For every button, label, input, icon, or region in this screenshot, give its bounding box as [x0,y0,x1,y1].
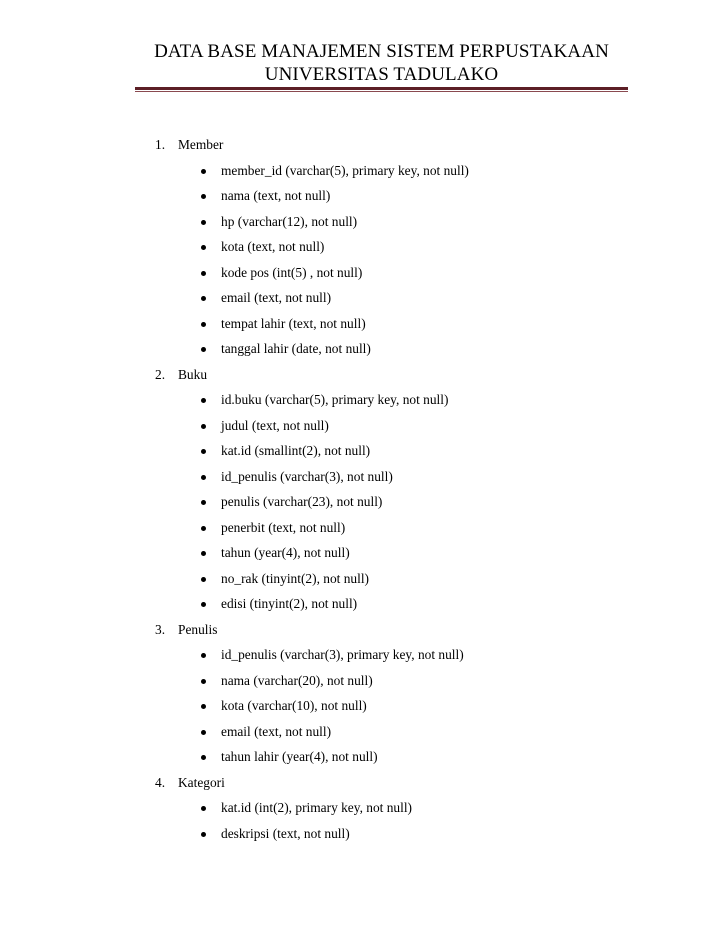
field-text: kota (text, not null) [221,239,325,254]
field-item [155,237,675,263]
bullet-icon [201,322,206,327]
field-item [155,492,675,518]
field-item [155,186,675,212]
section-name: Member [178,137,224,152]
field-text: edisi (tinyint(2), not null) [221,596,358,611]
section-name: Penulis [178,621,218,637]
field-item [155,722,675,748]
field-text: kat.id (int(2), primary key, not null) [221,800,413,815]
bullet-icon [201,653,206,658]
bullet-icon [201,449,206,454]
section-number: 4. [155,774,166,790]
field-item [155,467,675,493]
field-text: id.buku (varchar(5), primary key, not null) [221,392,449,407]
field-text: no_rak (tinyint(2), not null) [221,570,370,586]
document-title-line2: UNIVERSITAS TADULAKO [264,64,499,85]
field-text: email (text, not null) [221,290,332,305]
document-header [135,40,628,86]
document-title-line1: DATA BASE MANAJEMEN SISTEM PERPUSTAKAAN [154,41,609,62]
field-text: penulis (varchar(23), not null) [221,494,383,509]
field-item [155,416,675,442]
bullet-icon [201,271,206,276]
header-rule-thin [135,91,628,92]
field-text: tahun (year(4), not null) [221,545,350,560]
field-item [155,543,675,569]
field-text: email (text, not null) [221,723,332,739]
bullet-icon [201,755,206,760]
bullet-icon [201,424,206,429]
bullet-icon [201,577,206,582]
section-number: 3. [155,621,166,637]
bullet-icon [201,347,206,352]
field-text: tanggal lahir (date, not null) [221,341,371,356]
bullet-icon [201,602,206,607]
field-item [155,594,675,620]
section-name: Buku [178,366,208,382]
section-title [155,620,675,646]
field-item [155,824,675,850]
bullet-icon [201,806,206,811]
section-number: 1. [155,137,166,152]
field-text: deskripsi (text, not null) [221,825,350,841]
field-text: hp (varchar(12), not null) [221,213,358,229]
bullet-icon [201,526,206,531]
field-item [155,339,675,365]
field-item [155,263,675,289]
bullet-icon [201,704,206,709]
field-item [155,518,675,544]
bullet-icon [201,169,206,174]
field-text: penerbit (text, not null) [221,519,346,535]
bullet-icon [201,398,206,403]
field-text: id_penulis (varchar(3), primary key, not null) [221,647,464,662]
section-name: Kategori [178,774,225,790]
section-title [155,135,675,161]
field-text: judul (text, not null) [221,417,329,433]
field-item [155,212,675,238]
bullet-icon [201,730,206,735]
section-title [155,365,675,391]
bullet-icon [201,475,206,480]
bullet-icon [201,500,206,505]
bullet-icon [201,832,206,837]
bullet-icon [201,245,206,250]
bullet-icon [201,551,206,556]
field-text: kat.id (smallint(2), not null) [221,443,371,458]
field-item [155,645,675,671]
header-rule-thick [135,87,628,90]
field-item [155,161,675,187]
field-text: tahun lahir (year(4), not null) [221,749,378,764]
table-list [155,135,675,849]
bullet-icon [201,194,206,199]
field-item [155,569,675,595]
field-item [155,314,675,340]
bullet-icon [201,296,206,301]
field-item [155,288,675,314]
field-text: tempat lahir (text, not null) [221,315,366,331]
field-item [155,798,675,824]
field-item [155,390,675,416]
bullet-icon [201,679,206,684]
field-text: kota (varchar(10), not null) [221,698,367,713]
field-item [155,696,675,722]
section-number: 2. [155,366,166,382]
field-text: nama (text, not null) [221,188,331,203]
field-item [155,747,675,773]
field-text: nama (varchar(20), not null) [221,672,373,688]
section-title [155,773,675,799]
field-text: id_penulis (varchar(3), not null) [221,468,393,484]
field-text: kode pos (int(5) , not null) [221,264,363,280]
bullet-icon [201,220,206,225]
field-item [155,441,675,467]
field-text: member_id (varchar(5), primary key, not null) [221,162,469,178]
field-item [155,671,675,697]
